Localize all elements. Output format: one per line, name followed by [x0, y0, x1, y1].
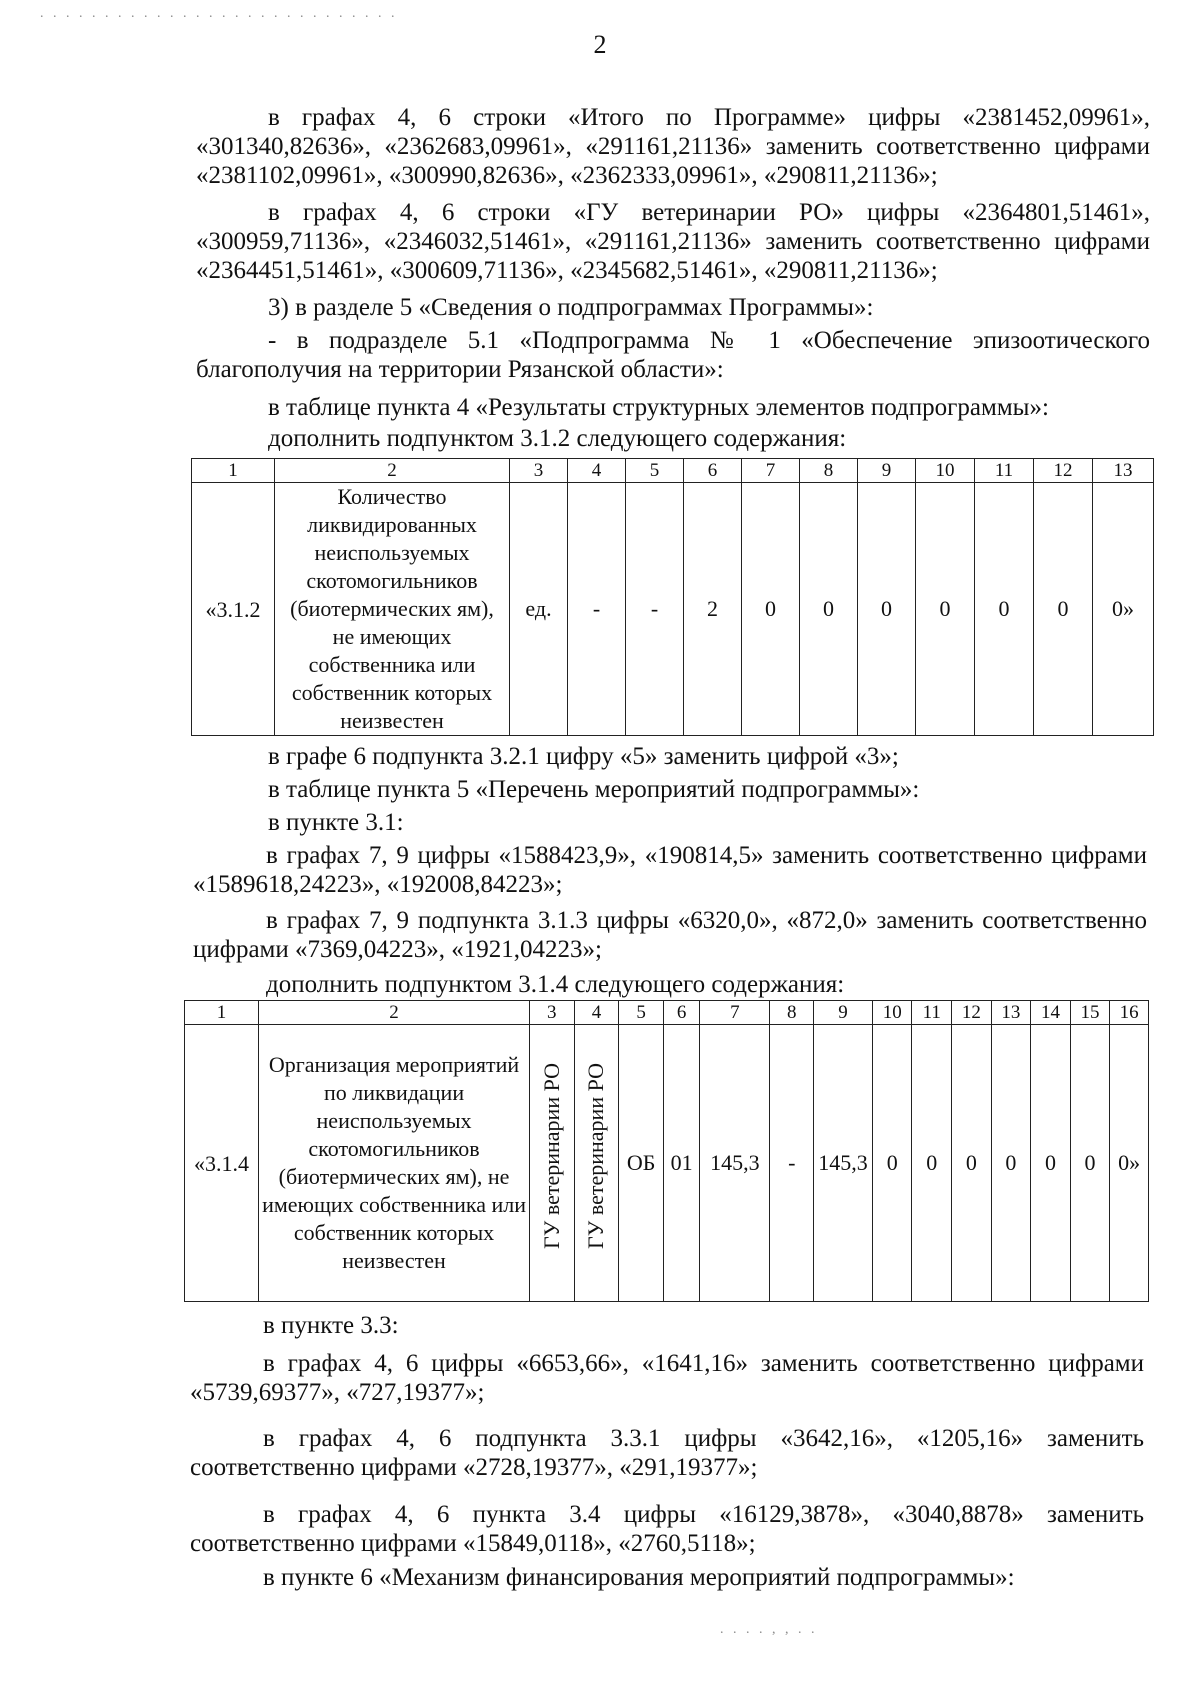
scan-artifact-bottom: . . . . , , . . [720, 1622, 818, 1637]
header-cell: 11 [912, 1001, 952, 1025]
paragraph-14: в графах 4, 6 цифры «6653,66», «1641,16» заменить соответственно цифрами «5739,69377», «727,19377»; [190, 1350, 1144, 1406]
header-cell: 12 [1034, 459, 1093, 483]
value-cell: - [626, 483, 684, 736]
header-cell: 1 [192, 459, 275, 483]
header-cell: 15 [1070, 1001, 1110, 1025]
header-cell: 9 [858, 459, 916, 483]
executor-text: ГУ ветеринарии РО [538, 1063, 564, 1249]
value-cell: 0 [858, 483, 916, 736]
header-cell: 2 [275, 459, 510, 483]
value-cell: - [770, 1025, 814, 1302]
header-cell: 10 [872, 1001, 912, 1025]
header-cell: 2 [259, 1001, 530, 1025]
header-cell: 14 [1031, 1001, 1071, 1025]
executor-cell [529, 1025, 574, 1302]
responsible-cell [574, 1025, 619, 1302]
indicator-name-cell: Количество ликвидированных неиспользуемых скотомогильников (биотермических ям), не имеющих собственника или собственник которых неизвестен [275, 483, 510, 736]
paragraph-10: в графах 7, 9 цифры «1588423,9», «190814,5» заменить соответственно цифрами «1589618,24223», «192008,84223»; [193, 842, 1147, 898]
paragraph-6: дополнить подпунктом 3.1.2 следующего содержания: [268, 425, 847, 452]
header-cell: 3 [529, 1001, 574, 1025]
value-cell: 0» [1093, 483, 1154, 736]
paragraph-17: в пункте 6 «Механизм финансирования мероприятий подпрограммы»: [263, 1564, 1015, 1591]
value-cell: 145,3 [814, 1025, 873, 1302]
paragraph-11: в графах 7, 9 подпункта 3.1.3 цифры «6320,0», «872,0» заменить соответственно цифрами «7369,04223», «1921,04223»; [193, 907, 1147, 963]
value-cell: 0 [872, 1025, 912, 1302]
value-cell: 0 [952, 1025, 992, 1302]
value-cell: 0» [1110, 1025, 1149, 1302]
paragraph-5: в таблице пункта 4 «Результаты структурных элементов подпрограммы»: [268, 394, 1049, 421]
header-cell: 7 [742, 459, 800, 483]
paragraph-7: в графе 6 подпункта 3.2.1 цифру «5» заменить цифрой «3»; [268, 743, 899, 770]
paragraph-16: в графах 4, 6 пункта 3.4 цифры «16129,3878», «3040,8878» заменить соответственно цифрами «15849,0118», «2760,5118»; [190, 1501, 1144, 1557]
header-cell: 9 [814, 1001, 873, 1025]
activity-name-cell: Организация мероприятий по ликвидации неиспользуемых скотомогильников (биотермических ям), не имеющих собственника или собственник которых неизвестен [259, 1025, 530, 1302]
header-cell: 6 [663, 1001, 700, 1025]
value-cell: 0 [1034, 483, 1093, 736]
header-cell: 8 [770, 1001, 814, 1025]
paragraph-15: в графах 4, 6 подпункта 3.3.1 цифры «3642,16», «1205,16» заменить соответственно цифрами «2728,19377», «291,19377»; [190, 1425, 1144, 1481]
value-cell: 0 [916, 483, 975, 736]
paragraph-12: дополнить подпунктом 3.1.4 следующего содержания: [266, 971, 845, 998]
value-cell: 0 [975, 483, 1034, 736]
row-number-cell: «3.1.4 [185, 1025, 259, 1302]
header-cell: 11 [975, 459, 1034, 483]
header-cell: 4 [568, 459, 626, 483]
header-cell: 4 [574, 1001, 619, 1025]
header-cell: 3 [510, 459, 568, 483]
value-cell: 0 [912, 1025, 952, 1302]
value-cell: 0 [742, 483, 800, 736]
value-cell: 0 [800, 483, 858, 736]
value-cell: 2 [684, 483, 742, 736]
value-cell: 01 [663, 1025, 700, 1302]
paragraph-1: в графах 4, 6 строки «Итого по Программе» цифры «2381452,09961», «301340,82636», «2362683,09961», «291161,21136» заменить соответственно цифрами «2381102,09961», «300990,82636», «2362333,09961», «290811,21136»; [196, 104, 1150, 189]
paragraph-9: в пункте 3.1: [268, 809, 404, 836]
responsible-text: ГУ ветеринарии РО [583, 1063, 609, 1249]
header-cell: 1 [185, 1001, 259, 1025]
header-cell: 7 [700, 1001, 770, 1025]
table-row [192, 483, 1154, 736]
value-cell: 145,3 [700, 1025, 770, 1302]
paragraph-4: - в подразделе 5.1 «Подпрограмма № 1 «Обеспечение эпизоотического благополучия на территории Рязанской области»: [196, 327, 1150, 383]
activities-table [184, 1000, 1149, 1302]
header-cell: 5 [626, 459, 684, 483]
table-row [185, 1025, 1149, 1302]
header-cell: 10 [916, 459, 975, 483]
value-cell: - [568, 483, 626, 736]
paragraph-8: в таблице пункта 5 «Перечень мероприятий подпрограммы»: [268, 776, 920, 803]
header-cell: 6 [684, 459, 742, 483]
paragraph-3: 3) в разделе 5 «Сведения о подпрограммах Программы»: [268, 294, 874, 321]
value-cell: 0 [1031, 1025, 1071, 1302]
unit-cell: ед. [510, 483, 568, 736]
table-header-row [192, 459, 1154, 483]
header-cell: 13 [1093, 459, 1154, 483]
table-header-row [185, 1001, 1149, 1025]
header-cell: 8 [800, 459, 858, 483]
results-table [191, 458, 1154, 736]
paragraph-2: в графах 4, 6 строки «ГУ ветеринарии РО» цифры «2364801,51461», «300959,71136», «2346032,51461», «291161,21136» заменить соответственно цифрами «2364451,51461», «300609,71136», «2345682,51461», «290811,21136»; [196, 199, 1150, 284]
header-cell: 16 [1110, 1001, 1149, 1025]
paragraph-13: в пункте 3.3: [263, 1312, 399, 1339]
funding-source-cell: ОБ [619, 1025, 664, 1302]
header-cell: 5 [619, 1001, 664, 1025]
header-cell: 13 [991, 1001, 1031, 1025]
page-number: 2 [593, 30, 607, 59]
scan-artifact-top: . . . . . . . . . . . . . . . . . . . . . . . . . . . . [40, 6, 398, 21]
row-number-cell: «3.1.2 [192, 483, 275, 736]
value-cell: 0 [991, 1025, 1031, 1302]
value-cell: 0 [1070, 1025, 1110, 1302]
header-cell: 12 [952, 1001, 992, 1025]
